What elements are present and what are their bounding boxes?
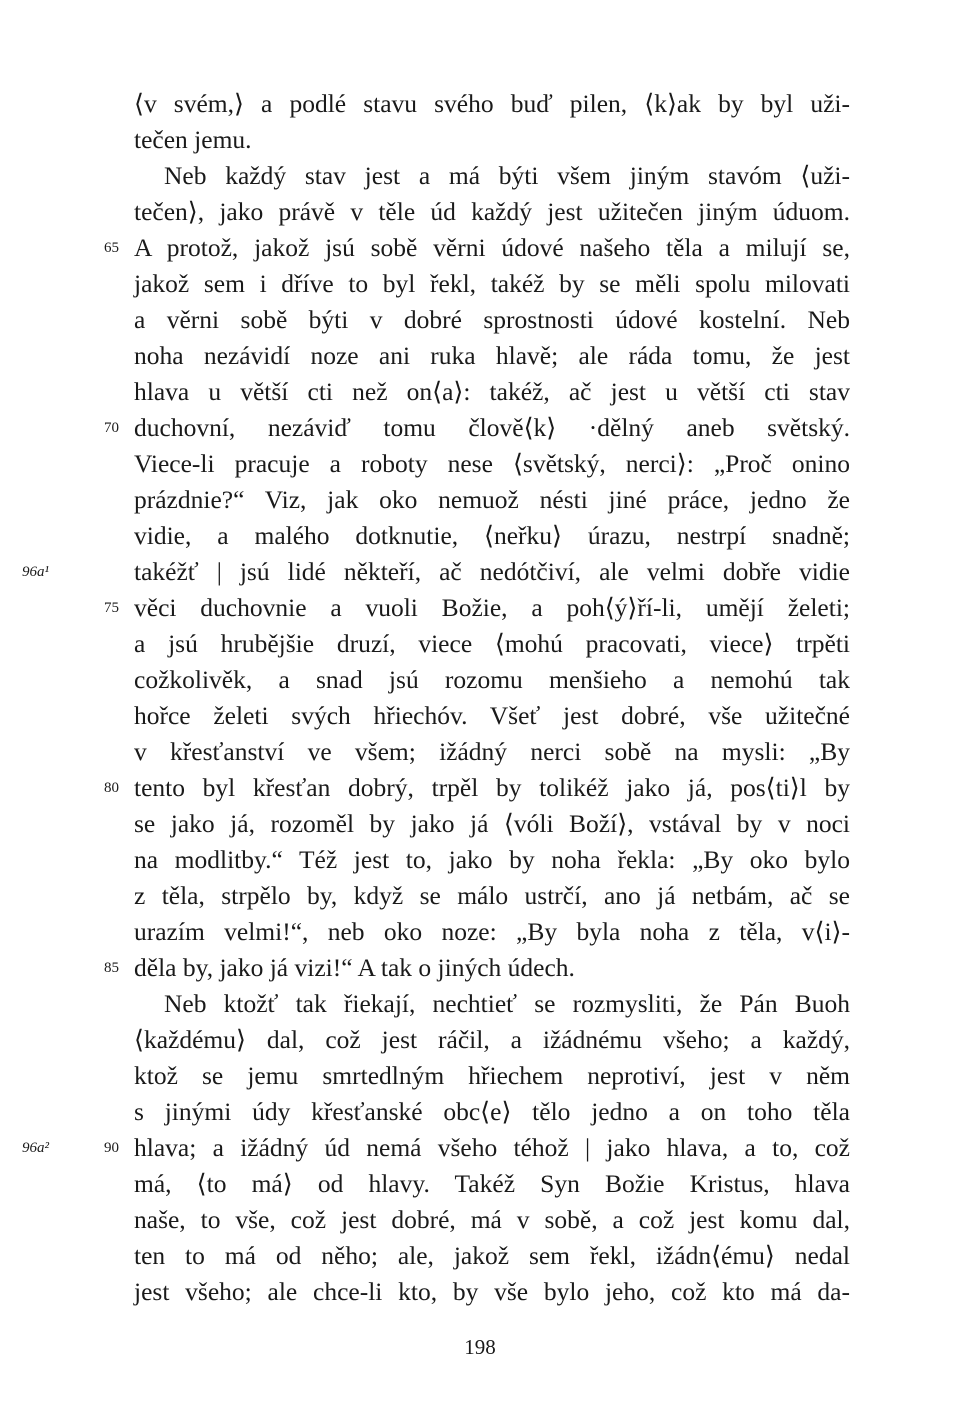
text-line-9: hlava u větší cti než on⟨a⟩: takéž, ač jest u větší cti stav [134,377,850,406]
text-line-19: v křesťanství ve všem; ižádný nerci sobě na mysli: „By [134,737,850,766]
line-number-90: 90 [104,1140,119,1156]
text-line-8: noha nezávidí noze ani ruka hlavě; ale ráda tomu, že jest [134,341,850,370]
text-line-16: a jsú hrubějšie druzí, viece ⟨mohú pracovati, viece⟩ trpěti [134,629,850,658]
line-number-75: 75 [104,600,119,616]
text-line-17: cožkolivěk, a snad jsú rozomu menšieho a nemohú tak [134,665,850,694]
line-number-85: 85 [104,960,119,976]
folio-mark-96a2: 96a² [22,1140,49,1156]
page-number: 198 [464,1335,496,1359]
text-line-14: takéžť | jsú lidé někteří, ač nedótčiví, ale velmi dobře vidie [134,557,850,586]
text-line-1: ⟨v svém,⟩ a podlé stavu svého buď pilen, ⟨k⟩ak by byl uži- [134,89,850,118]
text-line-26: Neb ktožť tak řiekají, nechtieť se rozmysliti, že Pán Buoh [164,989,850,1018]
text-line-20: tento byl křesťan dobrý, trpěl by tolikéž jako já, pos⟨ti⟩l by [134,773,850,802]
text-line-32: naše, to vše, což jest dobré, má v sobě, a což jest komu dal, [134,1205,850,1234]
text-line-18: hořce želeti svých hřiechóv. Všeť jest dobré, vše užitečné [134,701,850,730]
text-line-10: duchovní, nezáviď tomu člově⟨k⟩ ·dělný aneb světský. [134,413,850,442]
text-line-25: děla by, jako já vizi!“ A tak o jiných údech. [134,953,575,982]
text-line-6: jakož sem i dříve to byl řekl, takéž by se měli spolu milovati [134,269,850,298]
folio-mark-96a1: 96a¹ [22,564,49,580]
text-line-2: tečen jemu. [134,125,252,154]
text-line-24: urazím velmi!“, neb oko noze: „By byla noha z těla, v⟨i⟩- [134,917,850,946]
text-line-29: s jinými údy křesťanské obc⟨e⟩ tělo jedno a on toho těla [134,1097,850,1126]
text-line-33: ten to má od něho; ale, jakož sem řekl, ižádn⟨ému⟩ nedal [134,1241,850,1270]
text-line-31: má, ⟨to má⟩ od hlavy. Takéž Syn Božie Kristus, hlava [134,1169,850,1198]
text-line-30: hlava; a ižádný úd nemá všeho téhož | jako hlava, a to, což [134,1133,850,1162]
line-number-70: 70 [104,420,119,436]
text-line-15: věci duchovnie a vuoli Božie, a poh⟨ý⟩ří-li, umějí želeti; [134,593,850,622]
text-line-11: Viece-li pracuje a roboty nese ⟨světský, nerci⟩: „Proč onino [134,449,850,478]
text-line-13: vidie, a malého dotknutie, ⟨neřku⟩ úrazu, nestrpí snadně; [134,521,850,550]
text-line-23: z těla, strpělo by, když se málo ustrčí, ano já netbám, ač se [134,881,850,910]
text-line-22: na modlitby.“ Též jest to, jako by noha řekla: „By oko bylo [134,845,850,874]
text-line-27: ⟨každému⟩ dal, což jest ráčil, a ižádnému všeho; a každý, [134,1025,850,1054]
text-line-7: a věrni sobě býti v dobré sprostnosti údové kostelní. Neb [134,305,850,334]
text-line-12: prázdnie?“ Viz, jak oko nemuož nésti jiné práce, jedno že [134,485,850,514]
text-line-5: A protož, jakož jsú sobě věrni údové našeho těla a milují se, [134,233,850,262]
text-line-21: se jako já, rozoměl by jako já ⟨vóli Boží⟩, vstával by v noci [134,809,850,838]
line-number-65: 65 [104,240,119,256]
text-line-34: jest všeho; ale chce-li kto, by vše bylo jeho, což kto má da- [134,1277,850,1306]
text-line-28: ktož se jemu smrtedlným hřiechem neprotiví, jest v něm [134,1061,850,1090]
line-number-80: 80 [104,780,119,796]
text-line-4: tečen⟩, jako právě v těle úd každý jest užitečen jiným úduom. [134,197,850,226]
text-line-3: Neb každý stav jest a má býti všem jiným stavóm ⟨uži- [164,161,850,190]
